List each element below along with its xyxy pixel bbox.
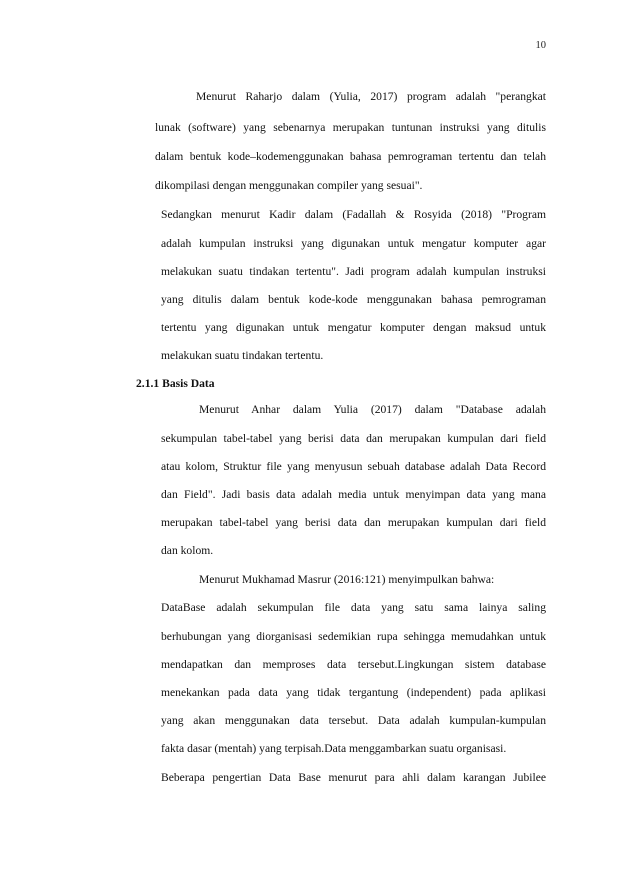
text-line: mendapatkan dan memproses data tersebut.Lingkungan sistem database — [161, 658, 546, 671]
text-line: fakta dasar (mentah) yang terpisah.Data menggambarkan suatu organisasi. — [161, 742, 507, 755]
page-number: 10 — [535, 40, 546, 51]
text-line: dan kolom. — [161, 544, 214, 557]
text-line: lunak (software) yang sebenarnya merupakan tuntunan instruksi yang ditulis — [155, 121, 546, 134]
text-line: melakukan suatu tindakan tertentu". Jadi program adalah kumpulan instruksi — [161, 265, 546, 278]
text-line: menekankan pada data yang tidak tergantung (independent) pada aplikasi — [161, 686, 546, 699]
text-line: adalah kumpulan instruksi yang digunakan untuk mengatur komputer agar — [161, 237, 546, 250]
text-line: Beberapa pengertian Data Base menurut para ahli dalam karangan Jubilee — [161, 771, 546, 784]
text-line: Menurut Mukhamad Masrur (2016:121) menyimpulkan bahwa: — [199, 573, 495, 586]
text-line: dan Field". Jadi basis data adalah media untuk menyimpan data yang mana — [161, 488, 546, 501]
section-heading: 2.1.1 Basis Data — [136, 377, 215, 390]
text-line: DataBase adalah sekumpulan file data yang satu sama lainya saling — [161, 601, 546, 614]
text-line: yang ditulis dalam bentuk kode-kode menggunakan bahasa pemrograman — [161, 293, 546, 306]
text-line: berhubungan yang diorganisasi sedemikian rupa sehingga memudahkan untuk — [161, 630, 546, 643]
text-line: merupakan tabel-tabel yang berisi data dan merupakan kumpulan dari field — [161, 516, 546, 529]
text-line: yang akan menggunakan data tersebut. Data adalah kumpulan-kumpulan — [161, 714, 546, 727]
text-line: atau kolom, Struktur file yang menyusun sebuah database adalah Data Record — [161, 460, 546, 473]
text-line: dikompilasi dengan menggunakan compiler yang sesuai". — [155, 179, 423, 192]
text-line: dalam bentuk kode–kodemenggunakan bahasa pemrograman tertentu dan telah — [155, 150, 546, 163]
text-line: Menurut Anhar dalam Yulia (2017) dalam "Database adalah — [199, 403, 546, 416]
text-line: melakukan suatu tindakan tertentu. — [161, 349, 324, 362]
text-line: Sedangkan menurut Kadir dalam (Fadallah & Rosyida (2018) "Program — [161, 208, 546, 221]
text-line: sekumpulan tabel-tabel yang berisi data dan merupakan kumpulan dari field — [161, 432, 546, 445]
text-line: tertentu yang digunakan untuk mengatur komputer dengan maksud untuk — [161, 321, 546, 334]
text-line: Menurut Raharjo dalam (Yulia, 2017) program adalah "perangkat — [196, 90, 546, 103]
